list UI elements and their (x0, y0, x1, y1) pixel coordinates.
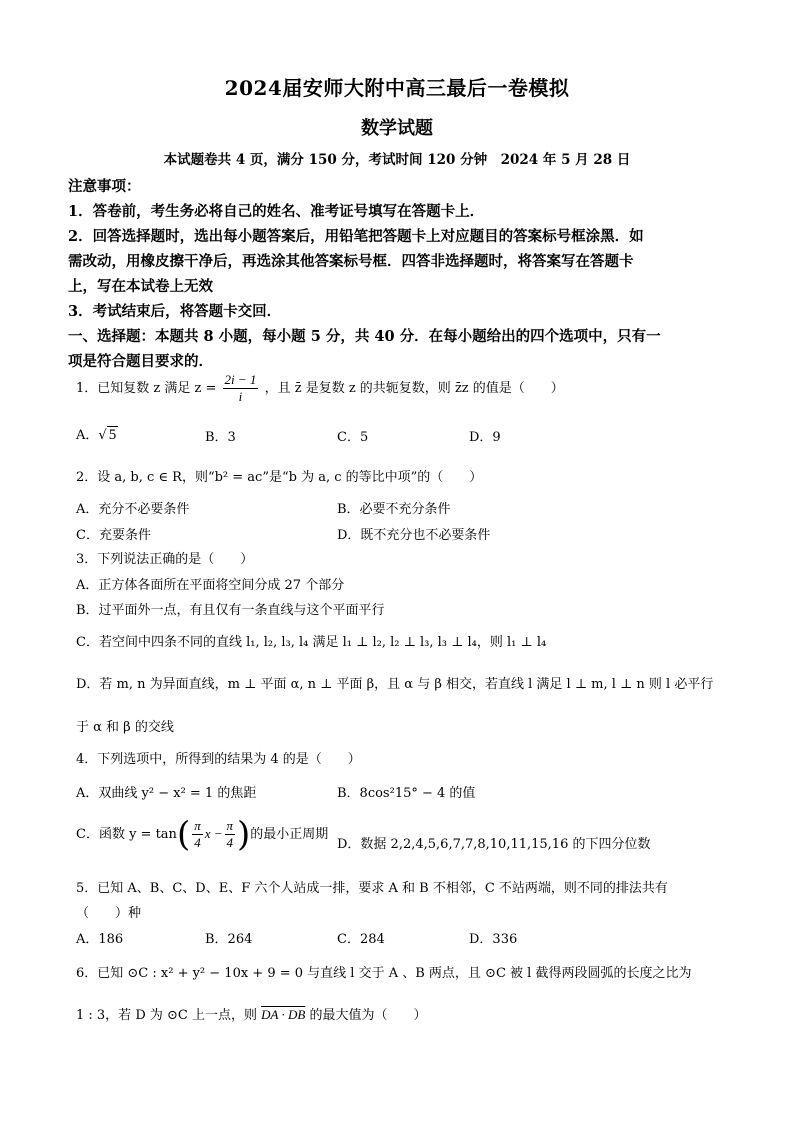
q4-c-num2: π (226, 818, 234, 833)
q1-option-a (76, 424, 118, 444)
q5-option-c: C．284 (337, 932, 385, 947)
q1-frac-num: 2i − 1 (224, 372, 257, 387)
q3-option-b: B．过平面外一点，有且仅有一条直线与这个平面平行 (76, 603, 385, 618)
question-3-stem: 3．下列说法正确的是（ ） (76, 552, 254, 567)
q2-option-c: C．充要条件 (76, 528, 151, 543)
q1-option-d: D．9 (469, 430, 501, 445)
q4-option-c (76, 814, 329, 855)
question-6-stem-line-2 (76, 1004, 426, 1023)
q2-option-b: B．必要不充分条件 (337, 502, 451, 517)
q4-c-frac-2 (225, 818, 236, 851)
q4-c-frac-1 (192, 818, 203, 851)
q1-option-b: B．3 (205, 430, 236, 445)
q1-a-radicand: 5 (108, 427, 117, 443)
q1-pre: 1．已知复数 z 满足 z = (76, 381, 217, 396)
q4-c-post: 的最小正周期 (250, 827, 329, 842)
q4-c-num1: π (194, 818, 201, 833)
q4-c-pre: C．函数 y = tan (76, 827, 177, 842)
right-paren: ) (237, 814, 251, 855)
question-6-stem-line-1: 6．已知 ⊙C : x² + y² − 10x + 9 = 0 与直线 l 交于 A 、B 两点，且 ⊙C 被 l 截得两段圆弧的长度之比为 (76, 966, 692, 981)
q6-pre: 1 : 3，若 D 为 ⊙C 上一点，则 (76, 1008, 257, 1023)
exam-info: 本试题卷共 4 页，满分 150 分，考试时间 120 分钟 2024 年 5 月 28 日 (163, 152, 631, 168)
left-paren: ( (176, 814, 191, 855)
question-1-stem (76, 372, 564, 405)
q3-option-c: C．若空间中四条不同的直线 l₁, l₂, l₃, l₄ 满足 l₁ ⊥ l₂, l₂ ⊥ l₃, l₃ ⊥ l₄，则 l₁ ⊥ l₄ (76, 635, 547, 650)
note-2-line-1: 2．回答选择题时，选出每小题答案后，用铅笔把答题卡上对应题目的答案标号框涂黑．如 (68, 228, 644, 245)
notes-heading: 注意事项： (68, 178, 141, 195)
q5-option-a: A．186 (76, 932, 124, 947)
q1-a-label: A． (76, 428, 99, 443)
question-2-stem: 2．设 a, b, c ∈ R，则“b² = ac”是“b 为 a, c 的等比中项”的（ ） (76, 470, 483, 485)
q6-post: 的最大值为（ ） (309, 1008, 427, 1023)
question-4-stem: 4．下列选项中，所得到的结果为 4 的是（ ） (76, 752, 361, 767)
note-1: 1．答卷前，考生务必将自己的姓名、准考证号填写在答题卡上． (68, 203, 485, 220)
q4-c-mid: x − (204, 826, 223, 841)
q4-c-den2: 4 (226, 835, 234, 850)
q4-option-a: A．双曲线 y² − x² = 1 的焦距 (76, 786, 257, 801)
exam-title: 2024届安师大附中高三最后一卷模拟 (224, 76, 570, 100)
q4-option-d: D．数据 2,2,4,5,6,7,7,8,10,11,15,16 的下四分位数 (337, 837, 651, 852)
question-5-stem-line-2: （ ）种 (76, 906, 142, 921)
q1-fraction (223, 372, 259, 405)
q3-option-a: A．正方体各面所在平面将空间分成 27 个部分 (76, 578, 345, 593)
question-5-stem-line-1: 5．已知 A、B、C、D、E、F 六个人站成一排，要求 A 和 B 不相邻，C 不站两端，则不同的排法共有 (76, 881, 668, 896)
note-3: 3．考试结束后，将答题卡交回． (68, 303, 282, 320)
section-heading-line-1: 一、选择题：本题共 8 小题，每小题 5 分，共 40 分．在每小题给出的四个选项中，只有一 (68, 328, 661, 345)
q1-option-c: C．5 (337, 430, 369, 445)
section-heading-line-2: 项是符合题目要求的． (68, 353, 213, 370)
q3-option-d-line-1: D．若 m, n 为异面直线，m ⊥ 平面 α, n ⊥ 平面 β，且 α 与 β 相交，若直线 l 满足 l ⊥ m, l ⊥ n 则 l 必平行 (76, 677, 714, 692)
q4-option-b: B．8cos²15° − 4 的值 (337, 786, 476, 801)
q3-option-d-line-2: 于 α 和 β 的交线 (76, 720, 174, 735)
note-2-line-3: 上，写在本试卷上无效 (68, 278, 213, 295)
q2-option-a: A．充分不必要条件 (76, 502, 190, 517)
q2-option-d: D．既不充分也不必要条件 (337, 528, 491, 543)
sqrt-symbol: √ 5 (98, 427, 117, 443)
exam-subtitle: 数学试题 (361, 118, 433, 139)
q1-frac-den: i (238, 389, 243, 404)
q6-vector-expression: DA · DB (261, 1007, 306, 1022)
q5-option-d: D．336 (469, 932, 518, 947)
note-2-line-2: 需改动，用橡皮擦干净后，再选涂其他答案标号框．四答非选择题时，将答案写在答题卡 (68, 253, 634, 270)
q1-post: ，且 z̄ 是复数 z 的共轭复数，则 z̄z 的值是（ ） (264, 381, 564, 396)
q4-c-den1: 4 (194, 835, 201, 850)
q5-option-b: B．264 (205, 932, 253, 947)
